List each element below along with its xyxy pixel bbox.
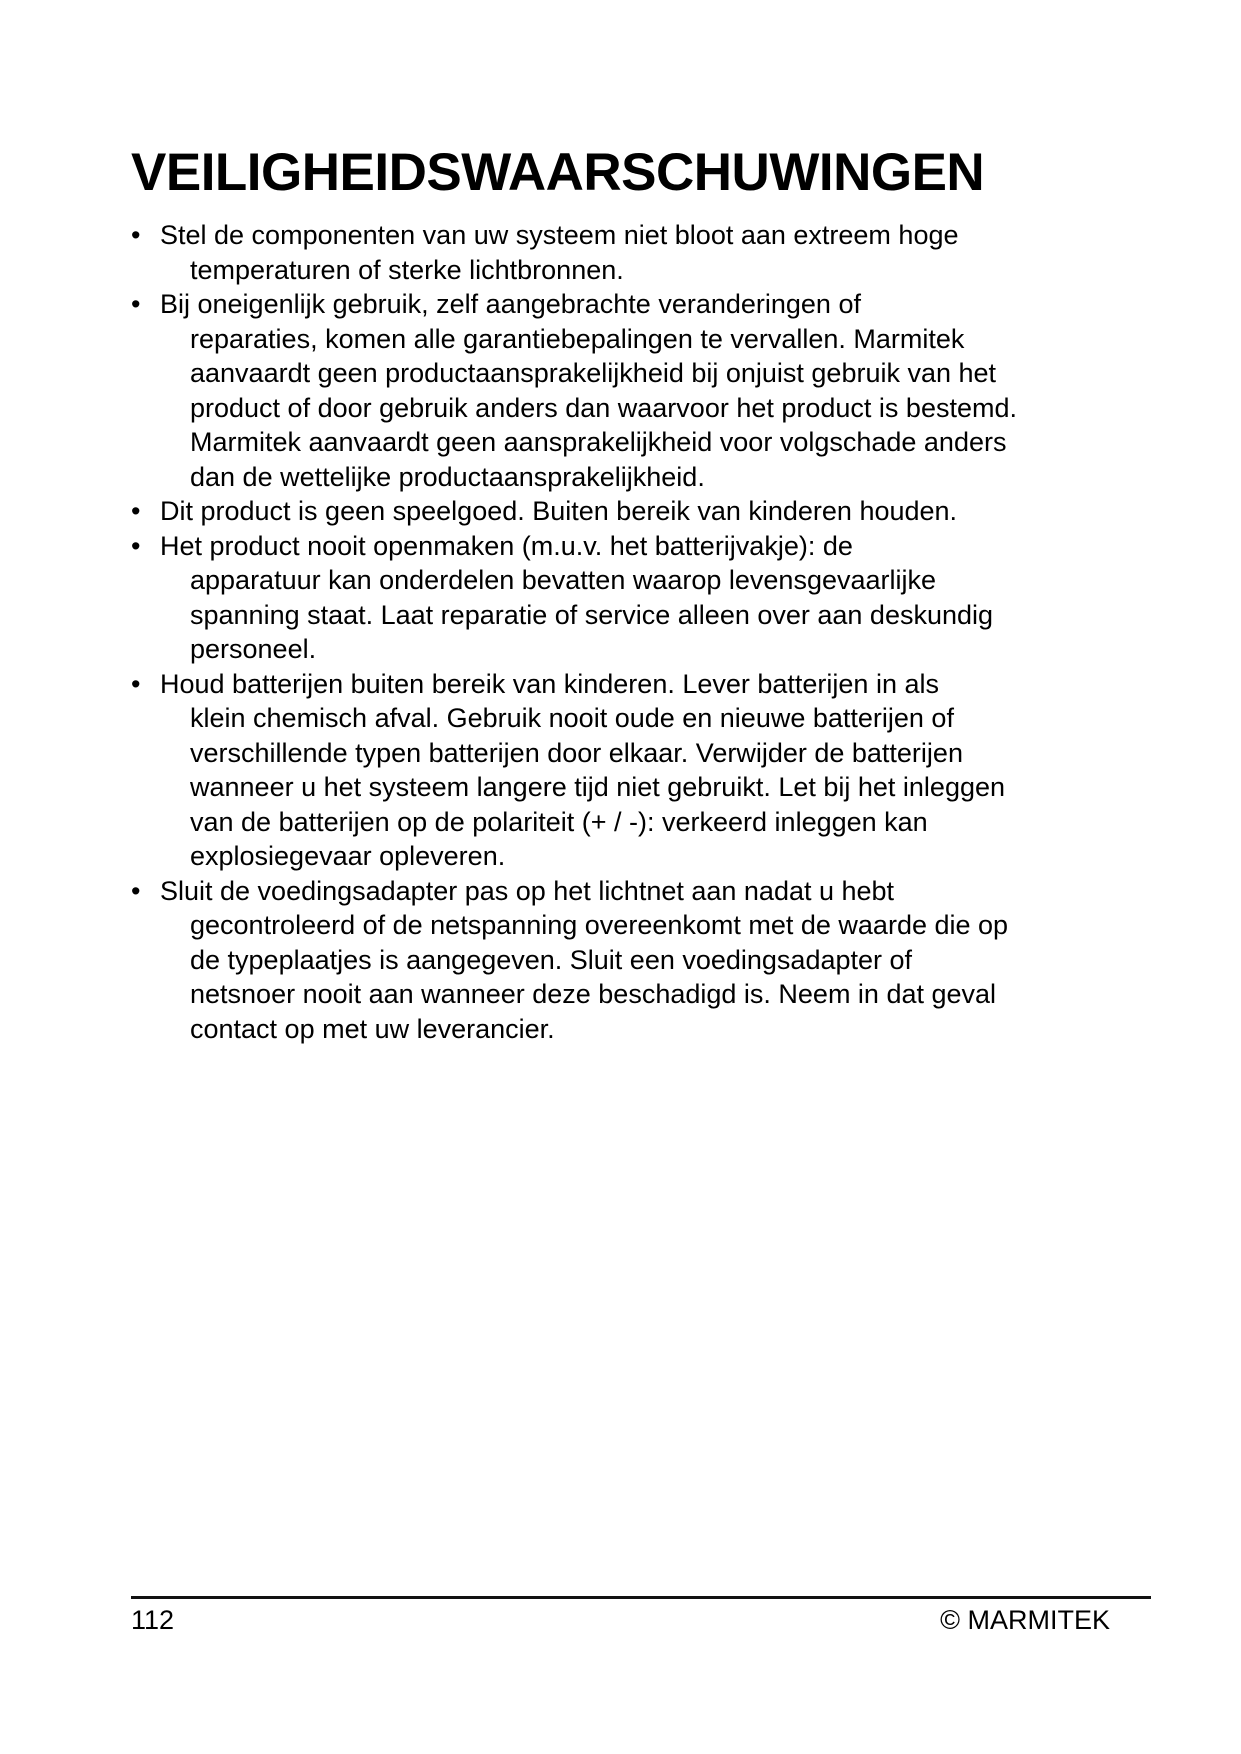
warning-item	[131, 529, 1131, 667]
warning-line: de typeplaatjes is aangegeven. Sluit een voedingsadapter of	[190, 944, 913, 975]
warning-line: klein chemisch afval. Gebruik nooit oude en nieuwe batterijen of	[190, 703, 954, 733]
warning-line: gecontroleerd of de netspanning overeenkomt met de waarde die op	[190, 910, 1009, 940]
warning-line: netsnoer nooit aan wanneer deze beschadigd is. Neem in dat geval	[190, 979, 997, 1009]
warning-line: Dit product is geen speelgoed. Buiten bereik van kinderen houden.	[160, 496, 958, 526]
warning-line: aanvaardt geen productaansprakelijkheid bij onjuist gebruik van het	[190, 358, 997, 388]
warning-item	[131, 667, 1131, 874]
bullet-icon: •	[131, 496, 141, 526]
warning-line: verschillende typen batterijen door elkaar. Verwijder de batterijen	[190, 737, 963, 768]
warning-item	[131, 218, 1131, 287]
copyright-notice: © MARMITEK	[940, 1605, 1110, 1635]
bullet-icon: •	[131, 668, 141, 699]
warning-item	[131, 287, 1131, 494]
page-number: 112	[131, 1605, 175, 1635]
page-title: VEILIGHEIDSWAARSCHUWINGEN	[131, 143, 985, 202]
warning-line: explosiegevaar opleveren.	[190, 841, 506, 871]
warning-line: Marmitek aanvaardt geen aansprakelijkheid voor volgschade anders	[190, 427, 1007, 457]
bullet-icon: •	[131, 530, 141, 561]
bullet-icon: •	[131, 220, 141, 250]
warning-item	[131, 874, 1131, 1047]
warning-line: contact op met uw leverancier.	[190, 1013, 555, 1044]
warning-line: temperaturen of sterke lichtbronnen.	[190, 254, 624, 285]
footer-divider	[131, 1596, 1151, 1599]
warning-line: Stel de componenten van uw systeem niet bloot aan extreem hoge	[160, 220, 959, 250]
warning-line: wanneer u het systeem langere tijd niet gebruikt. Let bij het inleggen	[190, 772, 1006, 802]
warning-line: Houd batterijen buiten bereik van kinderen. Lever batterijen in als	[160, 668, 939, 699]
warning-line: apparatuur kan onderdelen bevatten waarop levensgevaarlijke	[190, 565, 937, 595]
warning-line: spanning staat. Laat reparatie of service alleen over aan deskundig	[190, 599, 994, 630]
warning-line: dan de wettelijke productaansprakelijkheid.	[190, 461, 705, 492]
safety-warnings-list	[131, 218, 1131, 1046]
warning-line: personeel.	[190, 634, 317, 664]
bullet-icon: •	[131, 875, 141, 906]
warning-item	[131, 494, 1131, 529]
warning-line: product of door gebruik anders dan waarvoor het product is bestemd.	[190, 392, 1017, 423]
warning-line: Bij oneigenlijk gebruik, zelf aangebrachte veranderingen of	[160, 289, 861, 319]
warning-line: Het product nooit openmaken (m.u.v. het batterijvakje): de	[160, 530, 853, 561]
warning-line: reparaties, komen alle garantiebepalingen te vervallen. Marmitek	[190, 323, 965, 354]
warning-line: van de batterijen op de polariteit (+ / -): verkeerd inleggen kan	[190, 806, 928, 837]
warning-line: Sluit de voedingsadapter pas op het lichtnet aan nadat u hebt	[160, 875, 895, 906]
bullet-icon: •	[131, 289, 141, 319]
